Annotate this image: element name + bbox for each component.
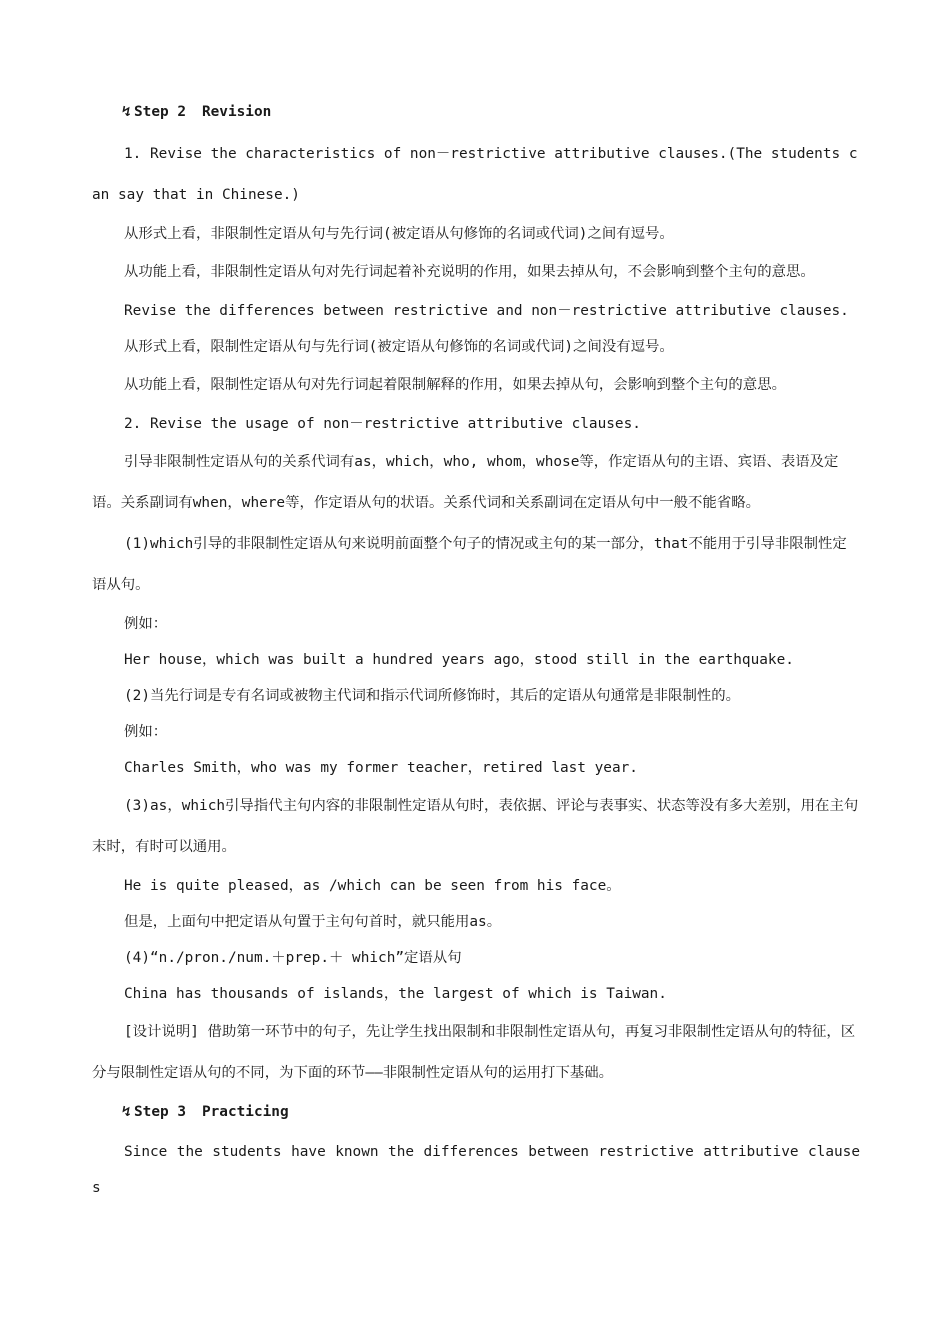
- paragraph: Revise the differences between restrictive and non－restrictive attributive clauses.: [124, 303, 849, 319]
- design-note: [设计说明] 借助第一环节中的句子，先让学生找出限制和非限制性定语从句，再复习非限制性定语从句的特征，区分与限制性定语从句的不同，为下面的环节——非限制性定语从句的运用打下基础。: [92, 1024, 856, 1081]
- step-marker-icon: ↯: [122, 1104, 131, 1120]
- example-sentence: Her house，which was built a hundred years ago，stood still in the earthquake.: [124, 652, 794, 668]
- paragraph: (3)as，which引导指代主句内容的非限制性定语从句时，表依据、评论与表事实、状态等没有多大差别，用在主句末时，有时可以通用。: [92, 798, 859, 855]
- paragraph: 从形式上看，限制性定语从句与先行词(被定语从句修饰的名词或代词)之间没有逗号。: [124, 339, 674, 355]
- example-sentence: Charles Smith，who was my former teacher，retired last year.: [124, 760, 638, 776]
- paragraph: 从形式上看，非限制性定语从句与先行词(被定语从句修饰的名词或代词)之间有逗号。: [124, 226, 674, 242]
- example-sentence: China has thousands of islands，the largest of which is Taiwan.: [124, 986, 667, 1002]
- step-3-heading: [92, 1098, 860, 1126]
- document-page: [92, 98, 860, 1206]
- paragraph: 例如：: [124, 616, 168, 632]
- paragraph: 但是，上面句中把定语从句置于主句句首时，就只能用as。: [124, 914, 502, 930]
- step-title: Revision: [201, 104, 272, 120]
- step-2-heading: [92, 98, 860, 126]
- paragraph: 从功能上看，非限制性定语从句对先行词起着补充说明的作用，如果去掉从句，不会影响到整个主句的意思。: [124, 264, 815, 280]
- paragraph: Since the students have known the differences between restrictive attributive clauses: [92, 1144, 860, 1196]
- paragraph: 1. Revise the characteristics of non－restrictive attributive clauses.(The students can say that in Chinese.): [92, 146, 858, 203]
- paragraph: 从功能上看，限制性定语从句对先行词起着限制解释的作用，如果去掉从句，会影响到整个主句的意思。: [124, 377, 786, 393]
- paragraph: (4)“n./pron./num.＋prep.＋ which”定语从句: [124, 950, 462, 966]
- step-label: Step 3: [134, 1104, 186, 1120]
- step-marker-icon: ↯: [122, 104, 131, 120]
- step-title: Practicing: [201, 1104, 289, 1120]
- example-sentence: He is quite pleased，as /which can be seen from his face。: [124, 878, 621, 894]
- paragraph: (2)当先行词是专有名词或被物主代词和指示代词所修饰时，其后的定语从句通常是非限制性的。: [124, 688, 741, 704]
- paragraph: 例如：: [124, 724, 168, 740]
- paragraph: 引导非限制性定语从句的关系代词有as，which，who, whom，whose等，作定语从句的主语、宾语、表语及定语。关系副词有when，where等，作定语从句的状语。关系代词和关系副词在定语从句中一般不能省略。: [92, 454, 839, 511]
- paragraph: 2. Revise the usage of non－restrictive attributive clauses.: [124, 416, 641, 432]
- step-label: Step 2: [134, 104, 186, 120]
- paragraph: (1)which引导的非限制性定语从句来说明前面整个句子的情况或主句的某一部分，that不能用于引导非限制性定语从句。: [92, 536, 847, 593]
